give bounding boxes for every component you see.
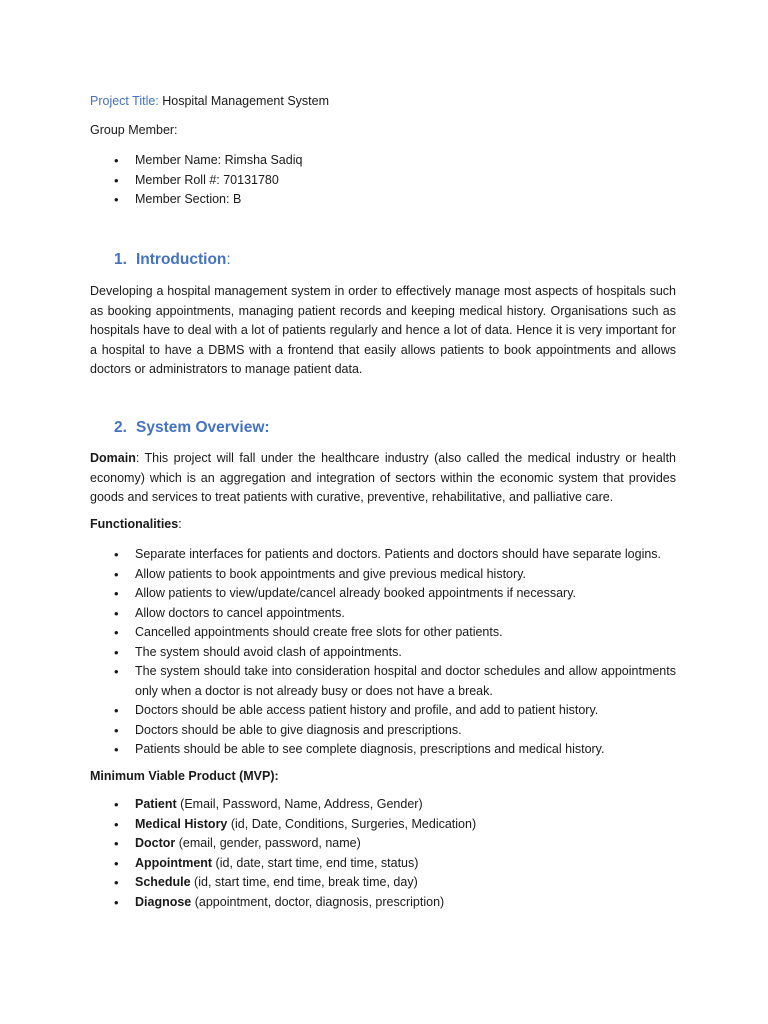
entity-name: Schedule bbox=[135, 875, 191, 889]
project-title-value: Hospital Management System bbox=[158, 94, 329, 108]
functionalities-colon: : bbox=[178, 517, 182, 531]
entity-fields: (id, start time, end time, break time, day) bbox=[190, 875, 418, 889]
entity-name: Doctor bbox=[135, 836, 176, 850]
entity-fields: (id, Date, Conditions, Surgeries, Medication) bbox=[227, 816, 477, 831]
entity-fields: (email, gender, password, name) bbox=[175, 836, 361, 850]
functionalities-list bbox=[90, 545, 676, 760]
list-item: • Cancelled appointments should create free slots for other patients. bbox=[90, 623, 676, 643]
heading-number: 1. bbox=[114, 251, 127, 268]
list-item: • Doctors should be able access patient history and profile, and add to patient history. bbox=[90, 701, 676, 721]
mvp-heading bbox=[90, 767, 676, 787]
list-item: • Separate interfaces for patients and doctors. Patients and doctors should have separate logins. bbox=[90, 545, 676, 565]
list-item: • Allow patients to book appointments and give previous medical history. bbox=[90, 565, 676, 585]
list-item: • The system should take into consideration hospital and doctor schedules and allow appointments only when a doctor is not already busy or does not have a break. bbox=[90, 662, 676, 701]
system-overview-heading bbox=[114, 418, 270, 438]
entity-name: Appointment bbox=[135, 855, 213, 870]
mvp-label: Minimum Viable Product (MVP): bbox=[90, 769, 279, 783]
mvp-list bbox=[90, 795, 676, 912]
list-item: • Patients should be able to see complete diagnosis, prescriptions and medical history. bbox=[90, 740, 676, 760]
entity-name: Patient bbox=[135, 797, 177, 811]
entity-fields: (id, date, start time, end time, status) bbox=[212, 855, 419, 870]
entity-fields: (Email, Password, Name, Address, Gender) bbox=[176, 797, 423, 811]
list-item bbox=[90, 893, 676, 913]
project-title-line bbox=[90, 92, 676, 112]
heading-number: 2. bbox=[114, 419, 127, 436]
list-item: • The system should avoid clash of appointments. bbox=[90, 643, 676, 663]
introduction-paragraph: Developing a hospital management system in order to effectively manage most aspects of hospitals such as booking appointments, managing patient records and keeping medical history. Organisations such as hospitals have to deal with a lot of patients regularly and hence a lot of data. Hence it is very important for a hospital to have a DBMS with a frontend that easily allows patients to book appointments and allows doctors or administrators to manage patient data. bbox=[90, 284, 676, 376]
list-item: • Member Roll #: 70131780 bbox=[90, 171, 676, 191]
functionalities-label: Functionalities bbox=[90, 517, 179, 531]
domain-text: : This project will fall under the healthcare industry (also called the medical industry or health economy) which is an aggregation and integration of sectors within the economic system that provides goods and services to treat patients with curative, preventive, rehabilitative, and palliative care. bbox=[90, 451, 676, 504]
member-list bbox=[90, 151, 676, 210]
list-item: • Member Name: Rimsha Sadiq bbox=[90, 151, 676, 171]
project-title-label: Project Title: bbox=[90, 94, 159, 108]
list-item bbox=[90, 795, 676, 815]
group-member-label: Group Member: bbox=[90, 123, 178, 137]
domain-label: Domain bbox=[90, 451, 136, 465]
functionalities-line bbox=[90, 515, 676, 535]
list-item: • Doctors should be able to give diagnosis and prescriptions. bbox=[90, 721, 676, 741]
heading-text: Introduction bbox=[136, 251, 227, 268]
heading-colon: : bbox=[226, 251, 231, 268]
list-item bbox=[90, 873, 676, 893]
introduction-heading bbox=[114, 250, 231, 270]
domain-paragraph bbox=[90, 449, 676, 508]
list-item bbox=[90, 834, 676, 854]
list-item: • Member Section: B bbox=[90, 190, 676, 210]
entity-fields: (appointment, doctor, diagnosis, prescription) bbox=[191, 894, 445, 909]
list-item: • Allow doctors to cancel appointments. bbox=[90, 604, 676, 624]
entity-name: Medical History bbox=[135, 816, 228, 831]
entity-name: Diagnose bbox=[135, 894, 192, 909]
list-item: • Allow patients to view/update/cancel already booked appointments if necessary. bbox=[90, 584, 676, 604]
heading-text: System Overview: bbox=[136, 419, 270, 436]
list-item bbox=[90, 815, 676, 835]
list-item bbox=[90, 854, 676, 874]
